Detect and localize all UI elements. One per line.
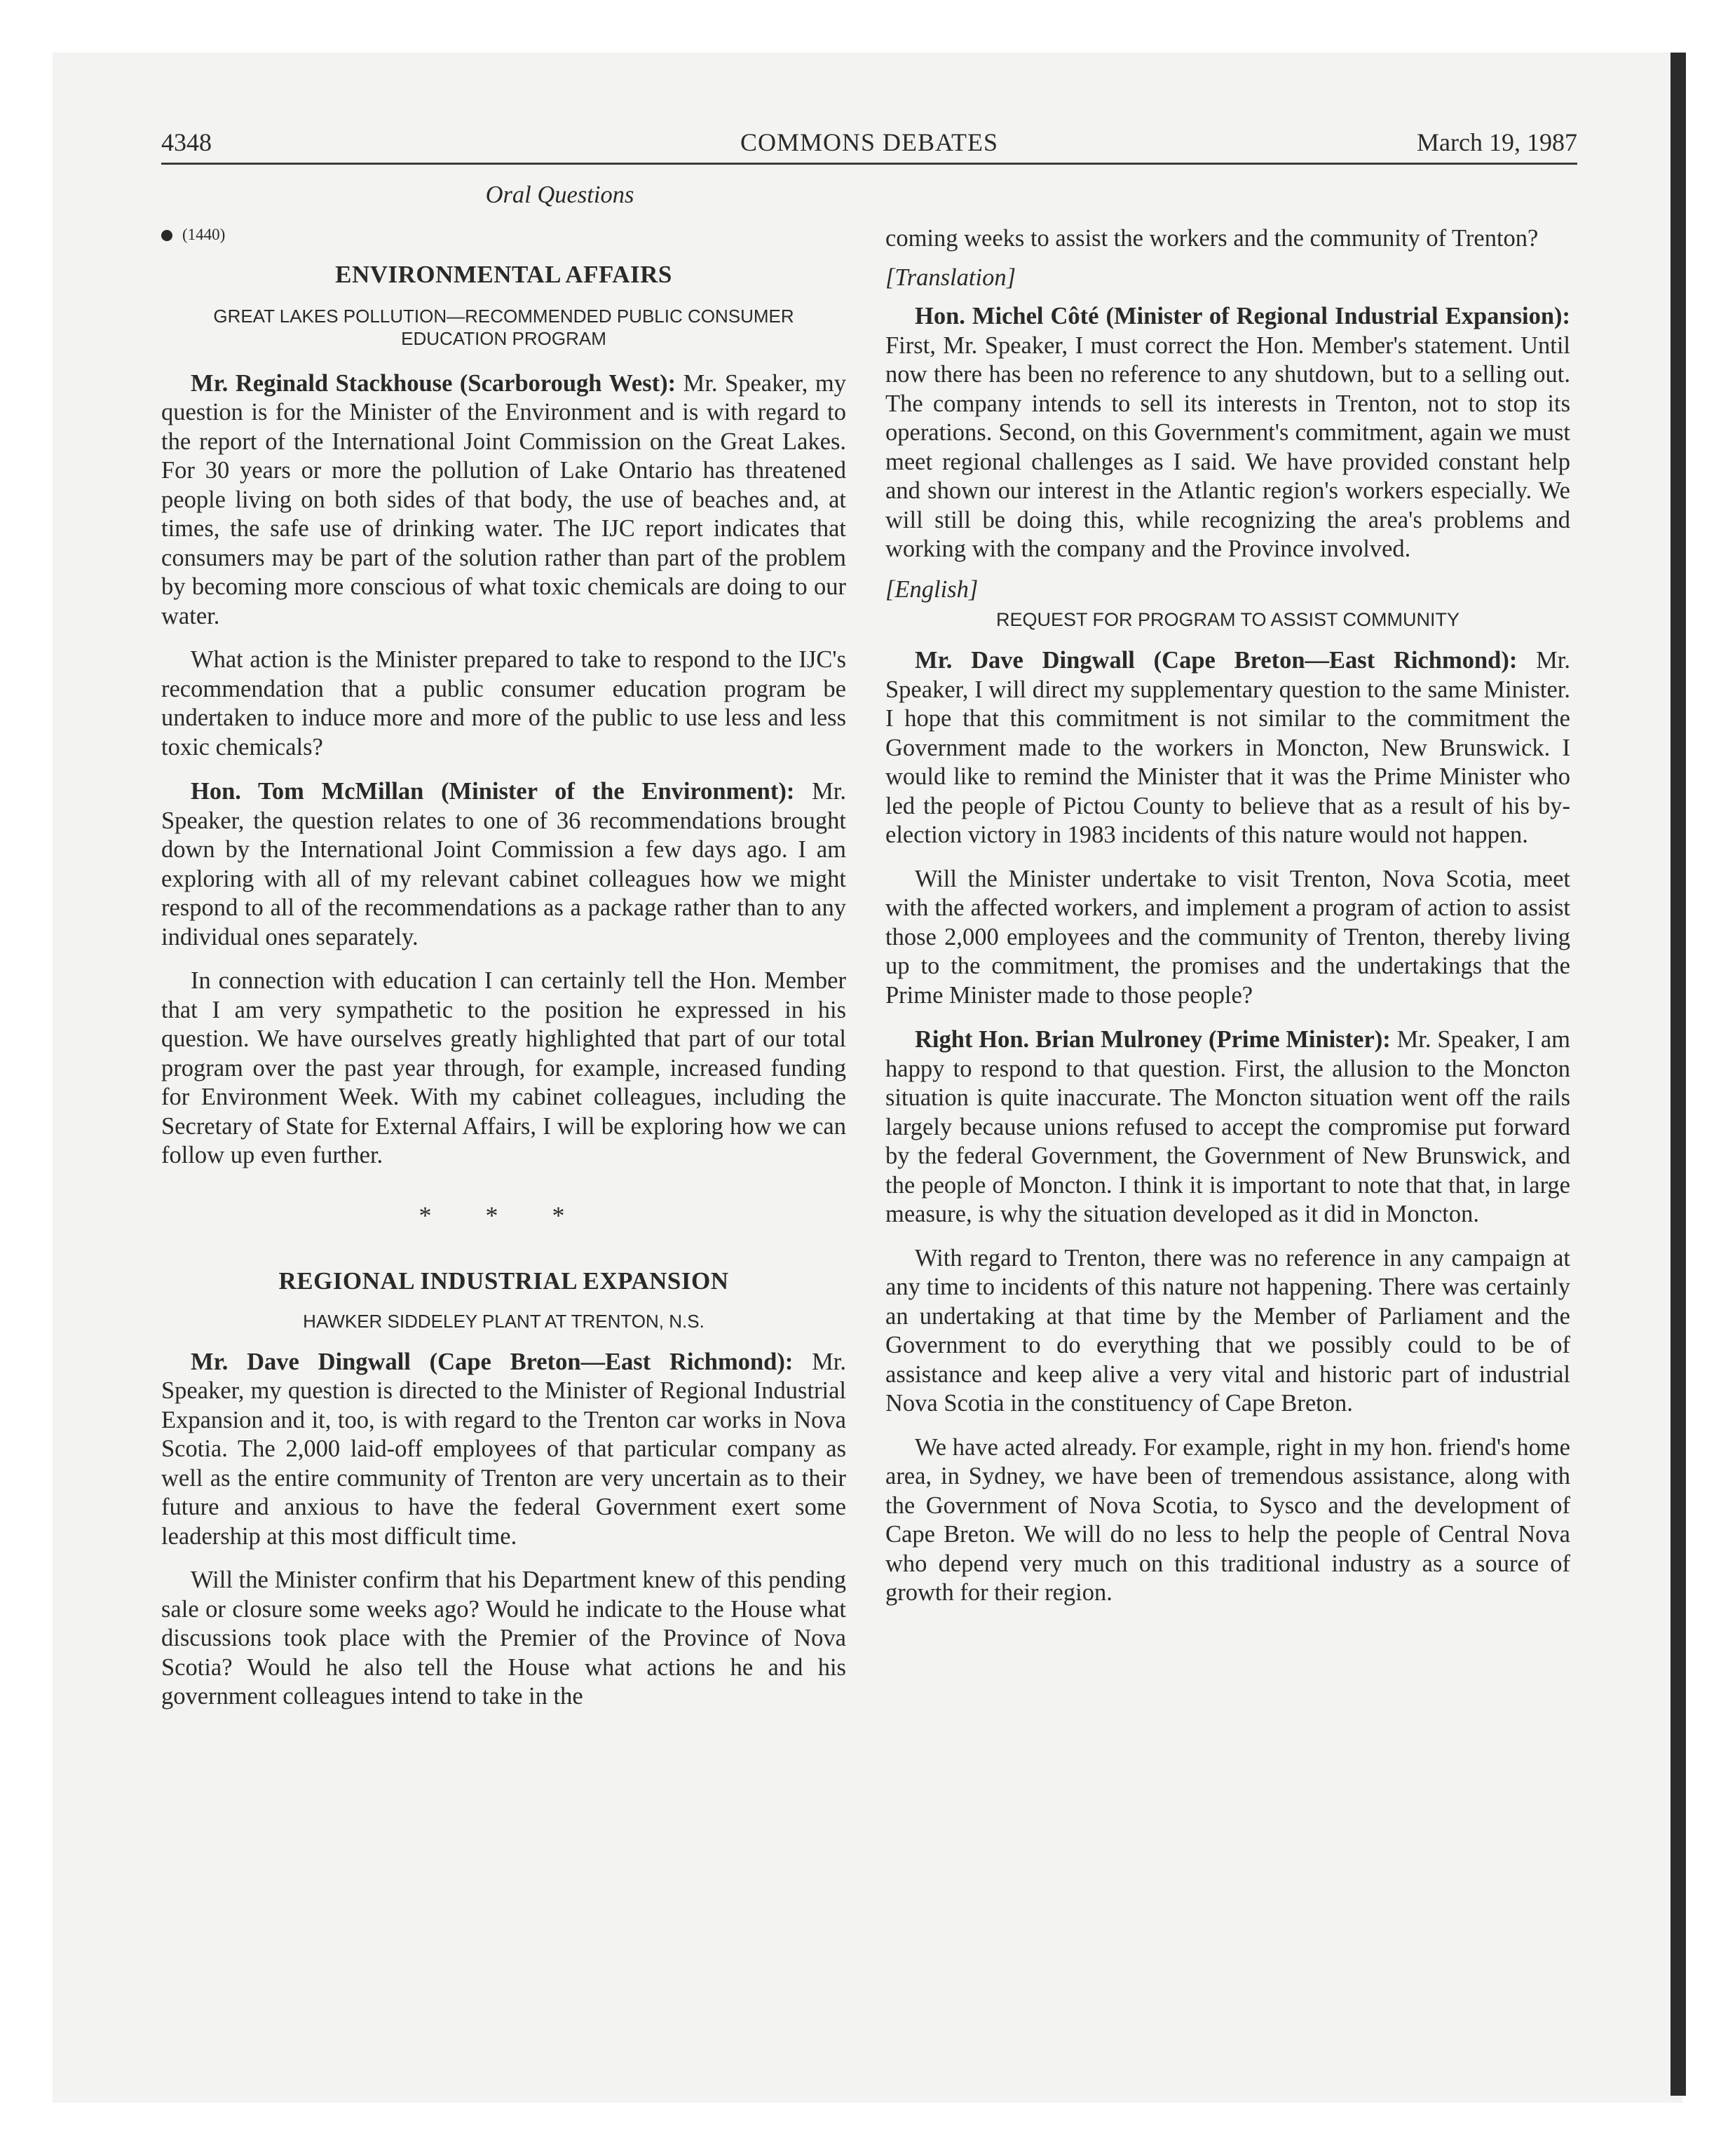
- timestamp-text: (1440): [182, 225, 226, 243]
- paragraph-dingwall-1: [161, 1348, 846, 1552]
- subheading-request-program: REQUEST FOR PROGRAM TO ASSIST COMMUNITY: [995, 609, 1460, 630]
- page-number: 4348: [161, 128, 212, 156]
- tag-english: [English]: [885, 575, 979, 603]
- paragraph-mcmillan: [161, 777, 846, 952]
- paragraph-education: In connection with education I can certainly tell the Hon. Member that I am very sympathetic to the position he expressed in his question. We have ourselves greatly highlighted that part of our total program over the past year through, for example, increased funding for Environment Week. With my cabinet colleagues, including the Secretary of State for External Affairs, I will be exploring how we can follow up even further.: [161, 967, 846, 1168]
- subheading-hawker-siddeley: HAWKER SIDDELEY PLANT AT TRENTON, N.S.: [303, 1310, 705, 1332]
- page-header: [161, 126, 1577, 165]
- right-column: [885, 224, 1570, 1608]
- speaker-name: Mr. Dave Dingwall (Cape Breton—East Richmond):: [191, 1348, 794, 1375]
- speech-text: Mr. Speaker, my question is for the Minister of the Environment and is with regard to the report of the International Joint Commission on the Great Lakes. For 30 years or more the pollution of Lake Ontario has threatened people living on both sides of that body, the use of beaches and, at times, the safe use of drinking water. The IJC report indicates that consumers may be part of the solution rather than part of the problem by becoming more conscious of what toxic chemicals are doing to our water.: [161, 369, 846, 629]
- paragraph-question: What action is the Minister prepared to take to respond to the IJC's recommendation that a public consumer education program be undertaken to induce more and more of the public to use less and less toxic chemicals?: [161, 646, 846, 760]
- speech-text: Mr. Speaker, I am happy to respond to that question. First, the allusion to the Moncton situation is quite inaccurate. The Moncton situation went off the rails largely because unions refused to accept the compromise put forward by the federal Government, the Government of New Brunswick, and the people of Moncton. I think it is important to note that that, in large measure, is why the situation developed as it did in Moncton.: [885, 1026, 1570, 1227]
- section-divider-stars: * * *: [419, 1201, 589, 1229]
- speech-text: Mr. Speaker, I will direct my supplementary question to the same Minister. I hope that this commitment is not similar to the commitment the Government made to the workers in Moncton, New Brunswick. I would like to remind the Minister that it was the Prime Minister who led the people of Pictou County to believe that as a result of his by-election victory in 1983 incidents of this nature would not happen.: [885, 647, 1570, 848]
- speaker-name: Mr. Reginald Stackhouse (Scarborough West):: [191, 369, 676, 397]
- paragraph-dingwall-2: Will the Minister confirm that his Department knew of this pending sale or closure some weeks ago? Would he indicate to the House what discussions took place with the Premier of the Province of Nova Scotia? Would he also tell the House what actions he and his government colleagues intend to take in the: [161, 1567, 846, 1710]
- paragraph-cote: [885, 302, 1570, 564]
- speech-text: Mr. Speaker, the question relates to one of 36 recommendations brought down by the International Joint Commission a few days ago. I am exploring with all of my relevant cabinet colleagues how we might respond to all of the recommendations as a package rather than to any individual ones separately.: [161, 778, 846, 950]
- speech-text: First, Mr. Speaker, I must correct the Hon. Member's statement. Until now there has been no reference to any shutdown, but to a selling out. The company intends to sell its interests in Trenton, not to stop its operations. Second, on this Government's commitment, again we must meet regional challenges as I said. We have provided constant help and shown our interest in the Atlantic region's workers especially. We will still be doing this, while recognizing the area's problems and working with the company and the Province involved.: [885, 332, 1570, 562]
- speaker-name: Hon. Tom McMillan (Minister of the Environment):: [191, 778, 795, 805]
- left-column: [161, 181, 846, 1712]
- paragraph-mulroney-2: With regard to Trenton, there was no reference in any campaign at any time to incidents of this nature not happening. There was certainly an undertaking at that time by the Member of Parliament and the Government to do everything that we possibly could to be of assistance and keep alive a very vital and historic part of industrial Nova Scotia in the constituency of Cape Breton.: [885, 1244, 1570, 1417]
- subheading-great-lakes: GREAT LAKES POLLUTION—RECOMMENDED PUBLIC CONSUMER EDUCATION PROGRAM: [213, 305, 794, 349]
- speaker-name: Hon. Michel Côté (Minister of Regional Industrial Expansion):: [915, 303, 1570, 329]
- paragraph-dingwall-4: Will the Minister undertake to visit Trenton, Nova Scotia, meet with the affected workers, and implement a program of action to assist those 2,000 employees and the community of Trenton, thereby living up to the commitment, the promises and the undertakings that the Prime Minister made to those people?: [885, 865, 1570, 1009]
- tag-translation: [Translation]: [885, 264, 1016, 291]
- paragraph-mulroney-3: We have acted already. For example, right in my hon. friend's home area, in Sydney, we have been of tremendous assistance, along with the Government of Nova Scotia, to Sysco and the development of Cape Breton. We will do no less to help the people of Central Nova who depend very much on this traditional industry as a source of growth for their region.: [885, 1433, 1570, 1606]
- paragraph-stackhouse: [161, 369, 846, 632]
- timestamp: [161, 220, 846, 250]
- heading-environmental-affairs: ENVIRONMENTAL AFFAIRS: [335, 261, 672, 288]
- scan-edge: [1671, 53, 1686, 2096]
- speech-text: Mr. Speaker, my question is directed to the Minister of Regional Industrial Expansion and it, too, is with regard to the Trenton car works in Nova Scotia. The 2,000 laid-off employees of that particular company as well as the entire community of Trenton are very uncertain as to their future and anxious to have the federal Government exert some leadership at this most difficult time.: [161, 1348, 846, 1550]
- heading-regional-industrial: REGIONAL INDUSTRIAL EXPANSION: [278, 1267, 729, 1295]
- speaker-name: Right Hon. Brian Mulroney (Prime Minister):: [915, 1026, 1391, 1053]
- publication-title: COMMONS DEBATES: [740, 128, 999, 156]
- paragraph-dingwall-3: [885, 646, 1570, 850]
- speaker-name: Mr. Dave Dingwall (Cape Breton—East Richmond):: [915, 647, 1518, 674]
- bullet-icon: [161, 230, 172, 241]
- paragraph-mulroney-1: [885, 1025, 1570, 1229]
- section-label: Oral Questions: [485, 182, 634, 208]
- publication-date: March 19, 1987: [1417, 128, 1577, 156]
- paragraph-continuation: coming weeks to assist the workers and the community of Trenton?: [885, 225, 1539, 252]
